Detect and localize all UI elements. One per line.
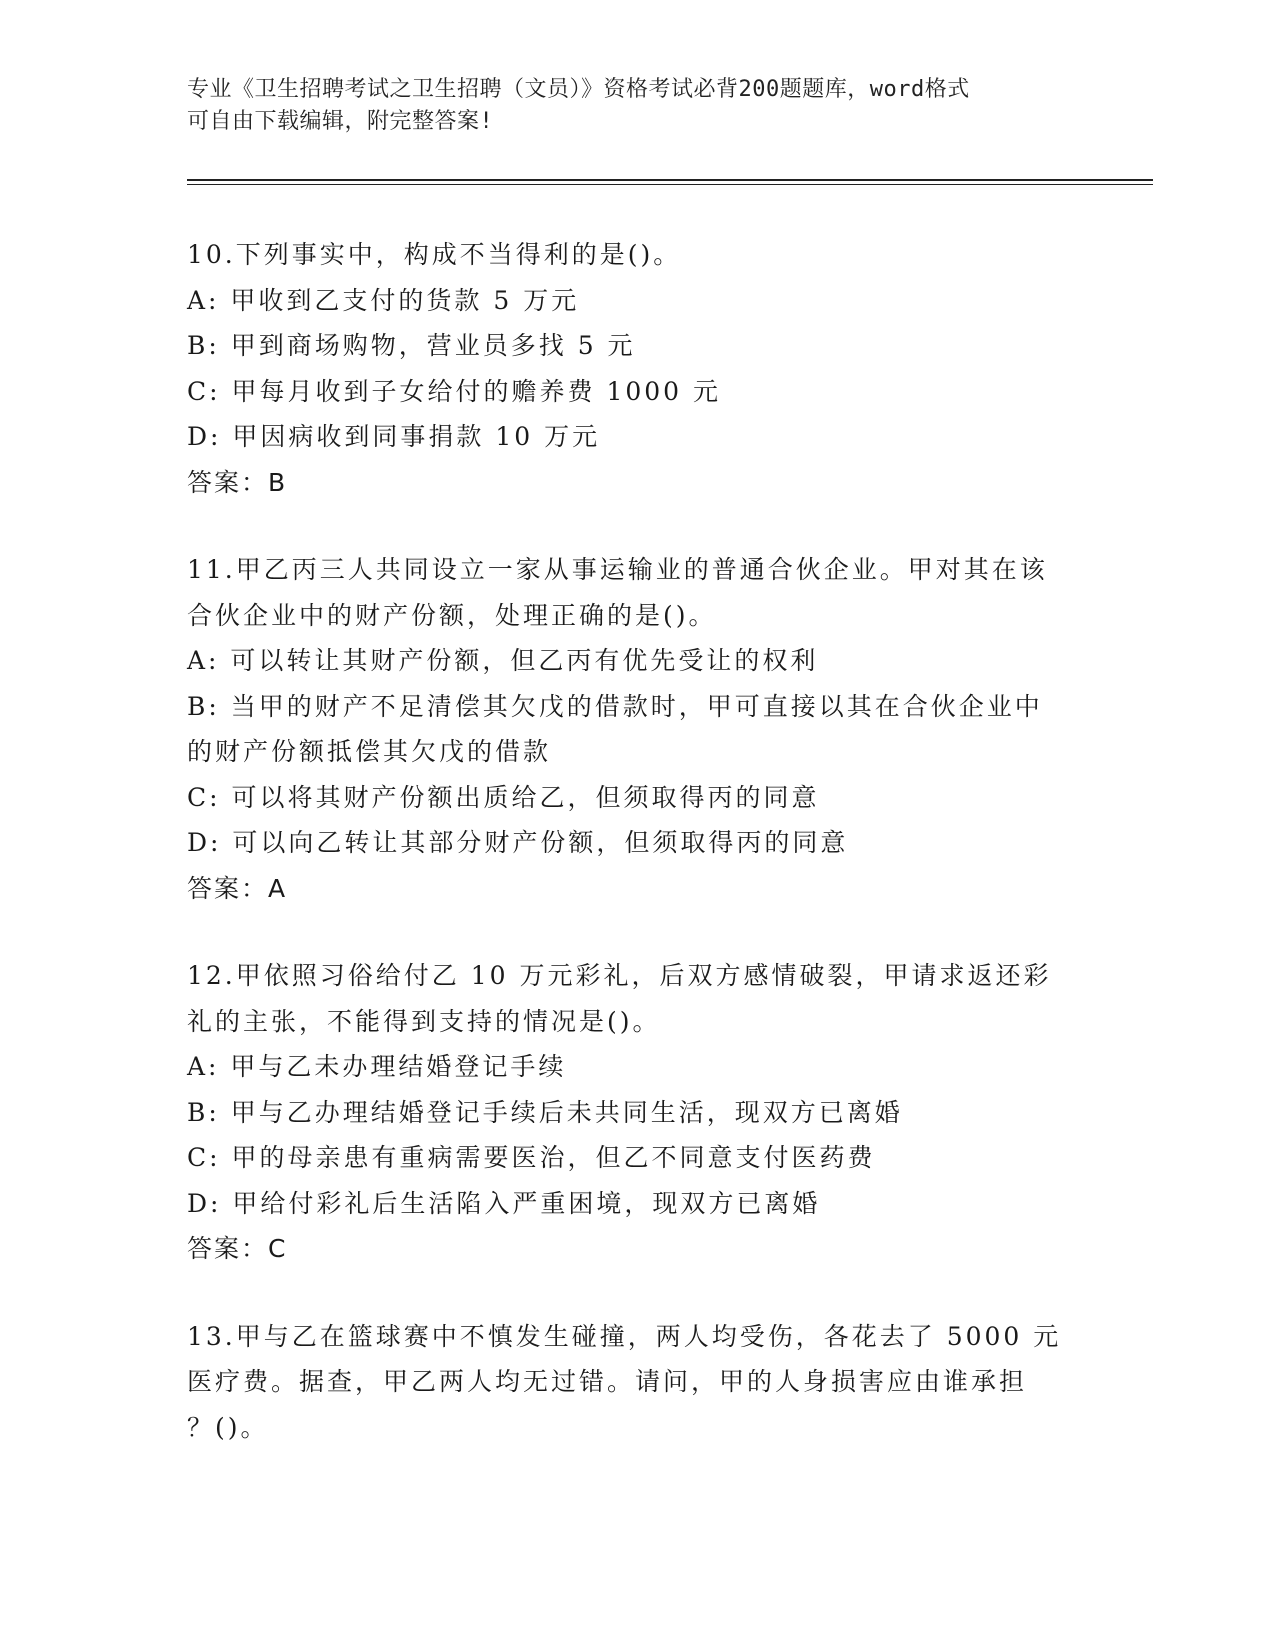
question-stem: 12.甲依照习俗给付乙 10 万元彩礼，后双方感情破裂，甲请求返还彩	[187, 961, 1052, 990]
option-b: B: 当甲的财产不足清偿其欠戊的借款时，甲可直接以其在合伙企业中	[187, 691, 1043, 721]
answer-label: 答案：C	[187, 1234, 288, 1263]
option-b: B: 甲与乙办理结婚登记手续后未共同生活，现双方已离婚	[187, 1097, 903, 1127]
option-c: C: 甲每月收到子女给付的赡养费 1000 元	[187, 376, 722, 406]
question-stem: 10.下列事实中，构成不当得利的是()。	[187, 240, 682, 269]
option-a: A: 可以转让其财产份额，但乙丙有优先受让的权利	[187, 646, 819, 675]
answer-label: 答案：B	[187, 467, 288, 497]
question-stem-cont: 合伙企业中的财产份额，处理正确的是()。	[187, 600, 717, 630]
question-stem: 11.甲乙丙三人共同设立一家从事运输业的普通合伙企业。甲对其在该	[187, 555, 1048, 584]
option-c: C: 可以将其财产份额出质给乙，但须取得丙的同意	[187, 782, 820, 812]
option-d: D: 甲因病收到同事捐款 10 万元	[187, 422, 601, 451]
question-stem-cont: 医疗费。据查，甲乙两人均无过错。请问，甲的人身损害应由谁承担	[187, 1367, 1028, 1396]
option-a: A: 甲与乙未办理结婚登记手续	[187, 1052, 567, 1081]
header-line-2: 可自由下载编辑，附完整答案!	[187, 109, 494, 134]
header-line-1: 专业《卫生招聘考试之卫生招聘（文员）》资格考试必背200题题库，word格式	[187, 77, 970, 102]
header-divider-bottom	[187, 184, 1153, 185]
question-11	[187, 547, 1077, 911]
header-divider-top	[187, 179, 1153, 181]
question-stem-cont: 礼的主张，不能得到支持的情况是()。	[187, 1006, 661, 1036]
option-d: D: 甲给付彩礼后生活陷入严重困境，现双方已离婚	[187, 1188, 821, 1218]
option-c: C: 甲的母亲患有重病需要医治，但乙不同意支付医药费	[187, 1143, 876, 1172]
question-12	[187, 953, 1077, 1272]
answer-label: 答案：A	[187, 873, 288, 903]
question-10	[187, 232, 1077, 505]
option-d: D: 可以向乙转让其部分财产份额，但须取得丙的同意	[187, 828, 849, 857]
option-b-cont: 的财产份额抵偿其欠戊的借款	[187, 737, 552, 766]
document-header	[187, 74, 1067, 138]
question-stem: 13.甲与乙在篮球赛中不慎发生碰撞，两人均受伤，各花去了 5000 元	[187, 1321, 1062, 1351]
option-a: A: 甲收到乙支付的货款 5 万元	[187, 285, 580, 315]
question-stem-cont: ？()。	[187, 1412, 269, 1442]
question-13	[187, 1314, 1077, 1451]
option-b: B: 甲到商场购物，营业员多找 5 元	[187, 331, 636, 360]
question-list	[187, 232, 1077, 1492]
